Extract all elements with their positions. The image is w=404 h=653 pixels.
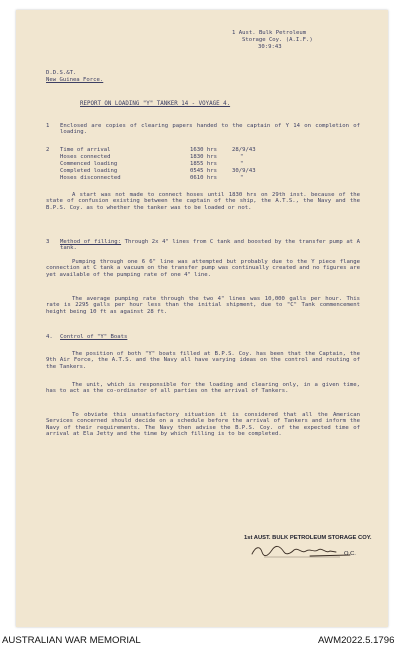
para-3-number: 3 <box>46 239 50 245</box>
schedule-label: Hoses disconnected <box>60 175 121 181</box>
schedule-label: Completed loading <box>60 168 118 174</box>
para-2-note: A start was not made to connect hoses until 1830 hrs on 29th inst. because of the state of confusion existing between the captain of the ship, the A.T.S., the Navy and the B.P.S. Coy. as to whether the tanker was to be loaded or not. <box>46 192 360 211</box>
para-1-text: Enclosed are copies of clearing papers handed to the captain of Y 14 on completion of loading. <box>60 123 360 136</box>
para-2-number: 2 <box>46 147 50 153</box>
letterhead-unit-2: Storage Coy. (A.I.F.) <box>242 37 313 43</box>
footer-archive-name: AUSTRALIAN WAR MEMORIAL <box>2 635 141 646</box>
addressee-force: New Guinea Force. <box>46 77 104 83</box>
schedule-date: " <box>240 161 244 167</box>
letterhead-date: 30:9:43 <box>258 44 282 50</box>
para-4-text-3: To obviate this unsatisfactory situation it is considered that all the American Services concerned should decide on a schedule before the arrival of Tankers and inform the Navy of their requirements. The Navy then advise the B.P.S. Coy. of the expected time of arrival at Ela Jetty and the time by which filling is to be completed. <box>46 412 360 438</box>
para-3-heading-block <box>60 239 360 252</box>
report-title: REPORT ON LOADING "Y" TANKER 14 - VOYAGE 4. <box>80 101 231 107</box>
schedule-date: " <box>240 154 244 160</box>
para-3-heading-rest: Through 2x 4" lines from C tank and boosted by the transfer pump at A tank. <box>60 239 360 252</box>
schedule-time: 1855 hrs <box>190 161 217 167</box>
addressee-title: D.D.S.&T. <box>46 70 77 76</box>
schedule-time: 1630 hrs <box>190 147 217 153</box>
para-4-heading: Control of "Y" Boats <box>60 334 128 340</box>
schedule-label: Hoses connected <box>60 154 111 160</box>
schedule-time: 1830 hrs <box>190 154 217 160</box>
stamp-oc: O.C. <box>344 551 356 557</box>
para-1-number: 1 <box>46 123 50 129</box>
schedule-time: 0545 hrs <box>190 168 217 174</box>
para-3-heading: Method of filling: <box>60 239 122 245</box>
schedule-label: Time of arrival <box>60 147 111 153</box>
para-4-text-2: The unit, which is responsible for the loading and clearing only, in a given time, has to act as the co-ordinator of all parties on the arrival of Tankers. <box>46 382 360 395</box>
para-3-text-2: The average pumping rate through the two 4" lines was 10,000 galls per hour. This rate is 2295 galls per hour less than the initial shipment, due to "C" Tank commencement height being 10 ft as against 28 ft. <box>46 296 360 315</box>
footer-catalog-id: AWM2022.5.1796 <box>318 635 395 646</box>
schedule-date: " <box>240 175 244 181</box>
schedule-date: 30/9/43 <box>232 168 256 174</box>
unit-stamp: 1st AUST. BULK PETROLEUM STORAGE COY. <box>244 535 372 541</box>
letterhead-unit: 1 Aust. Bulk Petroleum <box>232 30 307 36</box>
para-3-text-1: Pumping through one 6 6" line was attempted but probably due to the Y piece flange connection at C tank a vacuum on the transfer pump was continually created and no figures are yet available of the pumping rate of one 4" line. <box>46 259 360 278</box>
para-4-text-1: The position of both "Y" boats filled at B.P.S. Coy. has been that the Captain, the 9th Air Force, the A.T.S. and the Navy all have varying ideas on the control and routing of the Tankers. <box>46 351 360 370</box>
schedule-date: 28/9/43 <box>232 147 256 153</box>
para-4-number: 4. <box>46 334 53 340</box>
schedule-time: 0610 hrs <box>190 175 217 181</box>
schedule-label: Commenced loading <box>60 161 118 167</box>
